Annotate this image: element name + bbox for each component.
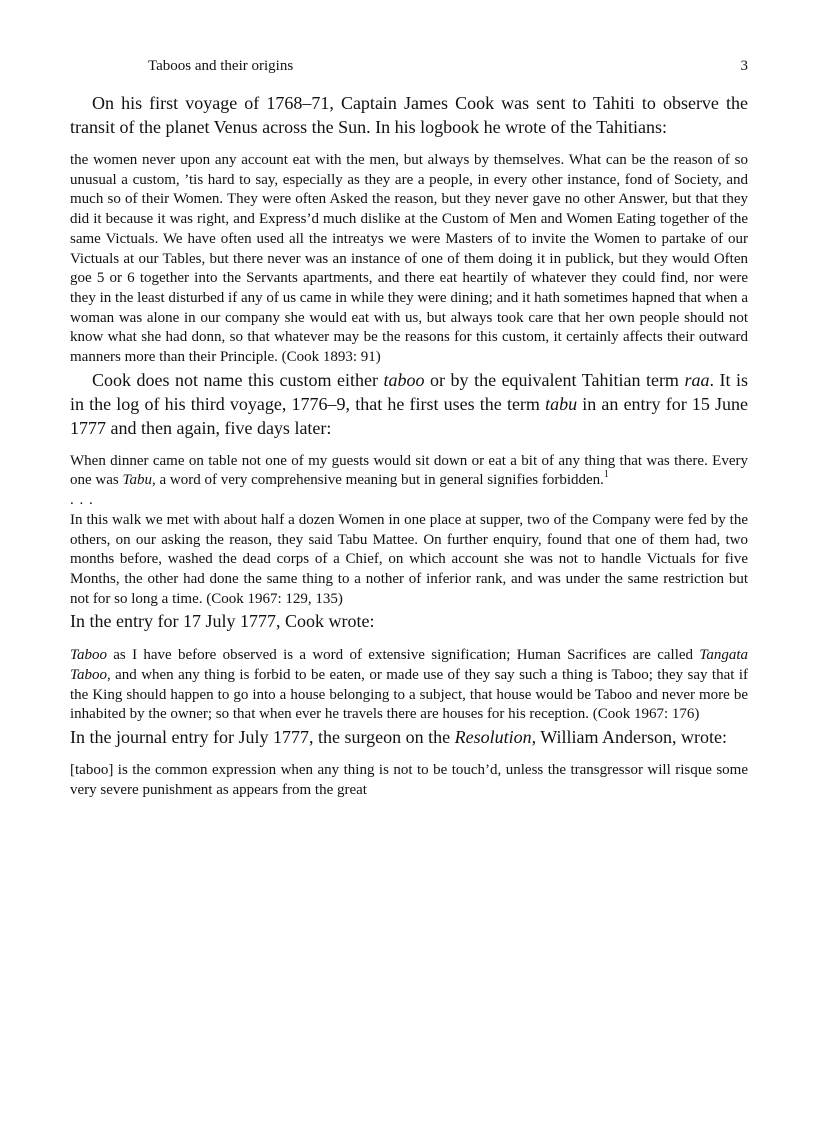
text-span: or by the equivalent Tahitian term (424, 369, 685, 390)
quote-text (70, 452, 748, 491)
quote-text: the women never upon any account eat with the men, but always by themselves. What can be the reason of so unusual a custom, ’tis hard to say, especially as they are a people, in every other instance, fond of Society, and much so of their Women. They were often Asked the reason, but they never gave no other Answer, but that they did it because it was right, and Express’d much dislike at the Custom of Men and Women Eating together of the same Victuals. We have often used all the intreatys we were Masters of to invite the Women to partake of our Victuals at our Tables, but there never was an instance of one of them doing it in publick, but they would Often goe 5 or 6 together into the Servants apartments, and there eat heartily of whatever they could find, nor were they in the least disturbed if any of us came in while they were dining; and it hath sometimes hapned that when a woman was alone in our company she would eat with us, but always took care that her own people should not know what she had donn, so that whatever may be the reasons for this custom, it certainly affects their outward manners more than their Principle. (Cook 1893: 91) (70, 152, 748, 366)
italic-term-raa: raa (684, 369, 710, 390)
italic-term-tabu: Tabu (122, 472, 152, 489)
text-span: Cook does not name this custom either (92, 369, 384, 390)
running-head (70, 58, 748, 78)
block-quote-cook-1967-b (70, 646, 748, 725)
quote-text (70, 646, 748, 725)
text-span: , and when any thing is forbid to be eaten, or made use of they say such a thing is Taboo; they say that if the King should happen to go into a house belonging to a subject, that house would be Taboo and never more be inhabited by the owner; so that when ever he travels there are houses for his reception. (Cook 1967: 176) (70, 667, 748, 723)
ellipsis: . . . (70, 492, 94, 509)
italic-ship-name: Resolution (454, 727, 532, 748)
italic-term-tabu: tabu (545, 393, 578, 414)
italic-term-taboo: Taboo (70, 647, 107, 664)
quote-text: [taboo] is the common expression when any thing is not to be touch’d, unless the transgressor will risque some very severe punishment as appears from the great (70, 762, 748, 798)
italic-term-tangata-taboo: Tangata Taboo (70, 647, 748, 684)
footnote-marker[interactable]: 1 (603, 469, 609, 481)
block-quote-anderson (70, 761, 748, 800)
page-number: 3 (740, 58, 748, 74)
body-paragraph-anderson (70, 725, 748, 749)
block-quote-cook-1893 (70, 151, 748, 368)
block-quote-cook-1967-a (70, 452, 748, 610)
running-head-title: Taboos and their origins (148, 58, 294, 74)
text-span: In the journal entry for July 1777, the surgeon on the (70, 727, 455, 748)
italic-term-taboo: taboo (383, 369, 425, 390)
body-paragraph-custom-name (70, 368, 748, 440)
page-body (70, 91, 748, 801)
body-paragraph-july-entry: In the entry for 17 July 1777, Cook wrote: (70, 611, 375, 632)
text-span: . It is in the log of his third voyage, 1776–9, that he first uses the term (70, 369, 748, 414)
text-span: as I have before observed is a word of extensive signification; Human Sacrifices are called (106, 647, 700, 664)
quote-text: In this walk we met with about half a dozen Women in one place at supper, two of the Company were fed by the others, on our asking the reason, they said Tabu Mattee. On further enquiry, found that one of them had, two months before, washed the dead corps of a Chief, on which account she was not to handle Victuals for five Months, the other had done the same thing to a nother of inferior rank, and was under the same restriction but not for so long a time. (Cook 1967: 129, 135) (70, 511, 748, 607)
text-span: in an entry for 15 June 1777 and then again, five days later: (70, 393, 748, 438)
text-span: , a word of very comprehensive meaning but in general signifies forbidden. (151, 472, 604, 489)
text-span: , William Anderson, wrote: (531, 727, 728, 748)
text-span: When dinner came on table not one of my guests would sit down or eat a bit of any thing that was there. Every one was (70, 452, 748, 489)
body-paragraph-cook-first-voyage: On his first voyage of 1768–71, Captain James Cook was sent to Tahiti to observe the transit of the planet Venus across the Sun. In his logbook he wrote of the Tahitians: (70, 93, 748, 137)
